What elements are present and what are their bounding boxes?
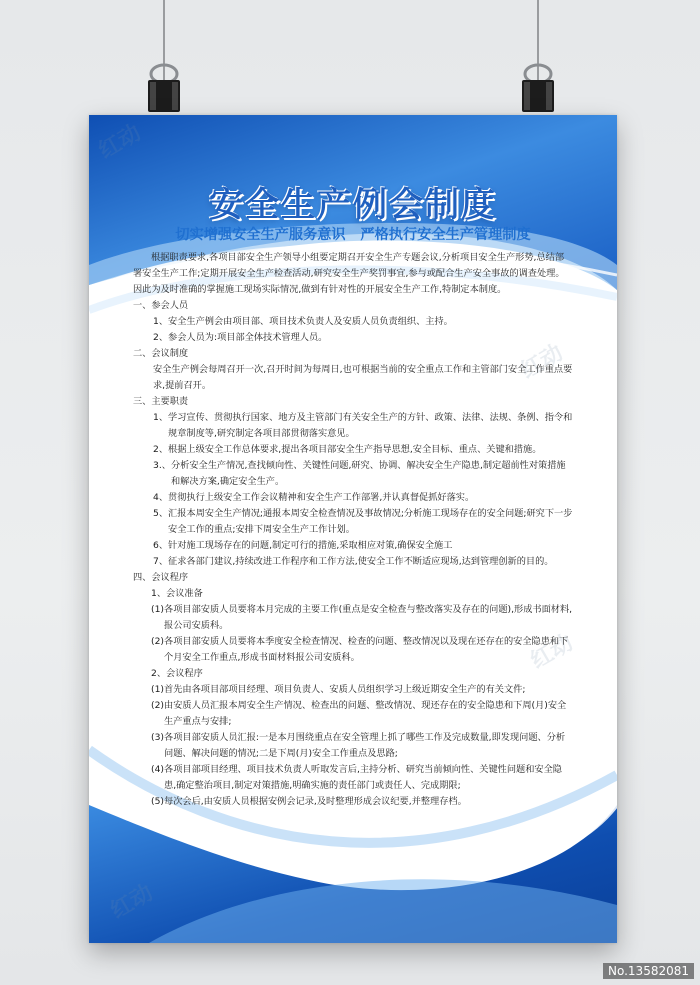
list-item: 6、 针对施工现场存在的问题,制定可行的措施,采取相应对策,确保安全施工 — [153, 540, 453, 551]
watermark-text: 红动 — [526, 630, 578, 675]
section-paragraph: 安全生产例会每周召开一次,召开时间为每周日,也可根据当前的安全重点工作和主管部门安全工作重点要求,提前召开。 — [153, 364, 573, 391]
list-item: (3) 各项目部安质人员汇报:一是本月围绕重点在安全管理上抓了哪些工作及完成数量,即发现问题、分析问题、解决问题的情况;二是下周(月)安全工作重点及思路; — [151, 732, 566, 759]
list-item: 5、 汇报本周安全生产情况;通报本周安全检查情况及事故情况;分析施工现场存在的安全问题;研究下一步安全工作的重点;安排下周安全生产工作计划。 — [153, 508, 573, 535]
list-item: 2、 根据上级安全工作总体要求,提出各项目部安全生产指导思想,安全目标、重点、关键和措施。 — [153, 444, 542, 455]
binder-clip-left-icon — [134, 62, 194, 122]
section-heading: 三、主要职责 — [133, 396, 189, 407]
list-item: (1) 各项目部安质人员要将本月完成的主要工作(重点是安全检查与整改落实及存在的问题),形成书面材料,报公司安质科。 — [151, 604, 573, 631]
list-item: 1、 学习宣传、贯彻执行国家、地方及主管部门有关安全生产的方针、政策、法律、法规、条例、指令和规章制度等,研究制定各项目部贯彻落实意见。 — [153, 412, 573, 439]
poster — [89, 115, 617, 943]
watermark-text: 红动 — [516, 340, 568, 385]
list-item: 2、 参会人员为:项目部全体技术管理人员。 — [153, 332, 328, 343]
list-item: (5) 每次会后,由安质人员根据安例会记录,及时整理形成会议纪要,并整理存档。 — [151, 796, 467, 807]
section-heading: 一、参会人员 — [133, 300, 189, 311]
section-heading: 四、会议程序 — [133, 572, 189, 583]
section-heading: 二、会议制度 — [133, 348, 189, 359]
list-item: 3.、 分析安全生产情况,查找倾向性、关键性问题,研究、协调、解决安全生产隐患,制定超前性对策措施和解决方案,确定安全生产。 — [153, 460, 566, 487]
list-item: 7、 征求各部门建议,持续改进工作程序和工作方法,使安全工作不断适应现场,达到管理创新的目的。 — [153, 556, 554, 567]
image-id-label: No.13582081 — [603, 963, 694, 979]
watermark-text: 红动 — [94, 120, 146, 165]
watermark-text: 红动 — [106, 880, 158, 925]
binder-clip-right-icon — [508, 62, 568, 122]
list-item: (1) 首先由各项目部项目经理、项目负责人、安质人员组织学习上级近期安全生产的有关文件; — [151, 684, 526, 695]
list-item: 4、 贯彻执行上级安全工作会议精神和安全生产工作部署,并认真督促抓好落实。 — [153, 492, 475, 503]
intro-paragraph: 根据职责要求,各项目部安全生产领导小组要定期召开安全生产专题会议,分析项目安全生产形势,总结部署安全生产工作;定期开展安全生产检查活动,研究安全生产奖罚事宜,参与或配合生产安全事故的调查处理。因此为及时准确的掌握施工现场实际情况,做到有针对性的开展安全生产工作,特制定本制度。 — [133, 252, 565, 295]
list-item: (2) 由安质人员汇报本周安全生产情况、检查出的问题、整改情况、现还存在的安全隐患和下周(月)安全生产重点与安排; — [151, 700, 567, 727]
poster-title: 安全生产例会制度 — [209, 185, 497, 225]
list-item: 1、 安全生产例会由项目部、项目技术负责人及安质人员负责组织、主持。 — [153, 316, 453, 327]
poster-subtitle: 切实增强安全生产服务意识 严格执行安全生产管理制度 — [175, 227, 531, 243]
subsection-heading: 2、会议程序 — [151, 668, 203, 679]
subsection-heading: 1、会议准备 — [151, 588, 203, 599]
list-item: (4) 各项目部项目经理、项目技术负责人听取发言后,主持分析、研究当前倾向性、关键性问题和安全隐患,确定整治项目,制定对策措施,明确实施的责任部门或责任人、完成期限; — [151, 764, 562, 791]
list-item: (2) 各项目部安质人员要将本季度安全检查情况、检查的问题、整改情况以及现在还存在的安全隐患和下个月安全工作重点,形成书面材料报公司安质科。 — [151, 636, 569, 663]
regulation-body — [133, 250, 573, 810]
